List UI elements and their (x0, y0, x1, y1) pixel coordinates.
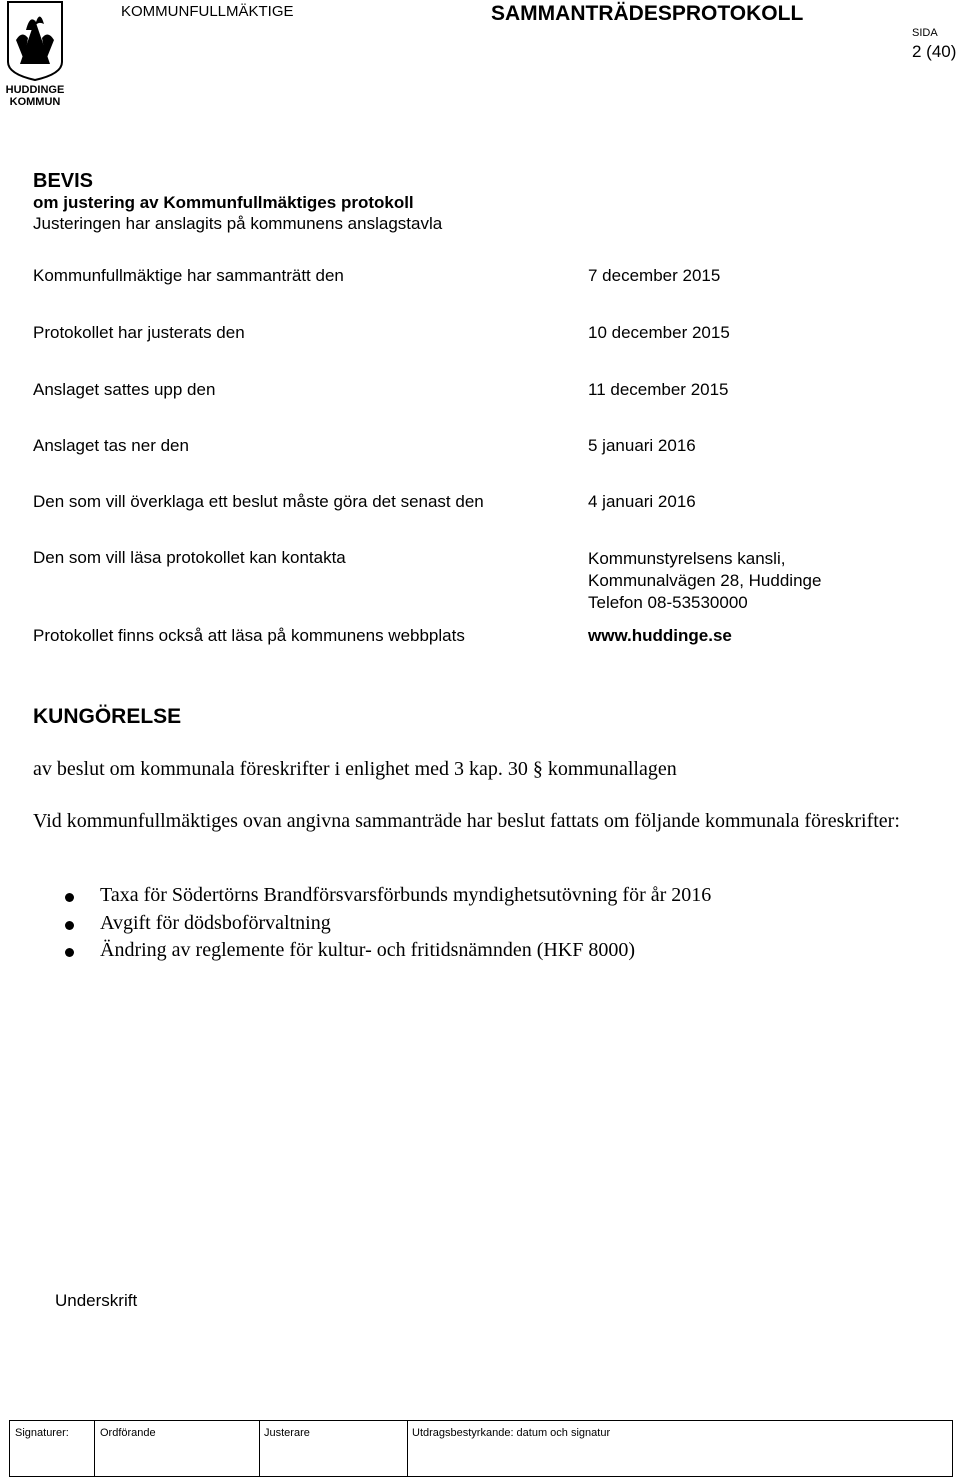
contact-block (588, 548, 821, 614)
bullet-icon (65, 893, 74, 902)
row-value-sammantratt: 7 december 2015 (588, 266, 721, 285)
contact-label: Den som vill läsa protokollet kan kontakta (33, 548, 346, 567)
footer-divider (407, 1421, 408, 1476)
footer-divider (259, 1421, 260, 1476)
row-label-overklaga: Den som vill överklaga ett beslut måste göra det senast den (33, 492, 484, 511)
row-label-anslag-upp: Anslaget sattes upp den (33, 380, 216, 399)
bullet-icon (65, 948, 74, 957)
contact-line-address: Kommunalvägen 28, Huddinge (588, 571, 822, 590)
regulation-list (0, 884, 711, 967)
doc-title: SAMMANTRÄDESPROTOKOLL (491, 2, 804, 25)
signature-footer (9, 1420, 953, 1477)
kungorelse-intro: Vid kommunfullmäktiges ovan angivna sammanträde har beslut fattats om följande kommunala föreskrifter: (33, 810, 900, 832)
list-item (0, 912, 711, 940)
bevis-subtitle: om justering av Kommunfullmäktiges protokoll (33, 193, 414, 212)
row-value-overklaga: 4 januari 2016 (588, 492, 696, 511)
row-label-justerats: Protokollet har justerats den (33, 323, 245, 342)
huddinge-coat-of-arms-icon (0, 0, 70, 108)
page-number: 2 (40) (912, 42, 957, 61)
contact-line-phone: Telefon 08-53530000 (588, 593, 748, 612)
footer-utdrag: Utdragsbestyrkande: datum och signatur (412, 1427, 611, 1439)
logo-text-line1: HUDDINGE (5, 84, 65, 96)
logo-text-line2: KOMMUN (9, 96, 61, 108)
row-label-sammantratt: Kommunfullmäktige har sammanträtt den (33, 266, 344, 285)
footer-justerare: Justerare (264, 1427, 310, 1439)
list-item-text: Ändring av reglemente för kultur- och fritidsnämnden (HKF 8000) (100, 939, 636, 961)
list-item-text: Avgift för dödsboförvaltning (100, 911, 331, 934)
page-label: SIDA (912, 27, 938, 39)
kungorelse-title: KUNGÖRELSE (33, 705, 182, 728)
contact-line-office: Kommunstyrelsens kansli, (588, 549, 786, 568)
bullet-icon (65, 921, 74, 930)
row-value-justerats: 10 december 2015 (588, 323, 730, 342)
row-label-anslag-ner: Anslaget tas ner den (33, 436, 189, 455)
signature-label: Underskrift (55, 1291, 138, 1310)
kungorelse-subtitle: av beslut om kommunala föreskrifter i enlighet med 3 kap. 30 § kommunallagen (33, 758, 677, 780)
web-link[interactable]: www.huddinge.se (588, 626, 732, 645)
web-label: Protokollet finns också att läsa på kommunens webbplats (33, 626, 465, 645)
row-value-anslag-upp: 11 december 2015 (588, 380, 729, 399)
bevis-title: BEVIS (33, 170, 94, 192)
list-item-text: Taxa för Södertörns Brandförsvarsförbunds myndighetsutövning för år 2016 (100, 884, 712, 906)
list-item (0, 939, 711, 967)
org-name: KOMMUNFULLMÄKTIGE (121, 3, 294, 20)
bevis-note: Justeringen har anslagits på kommunens anslagstavla (33, 214, 443, 233)
footer-divider (94, 1421, 95, 1476)
footer-ordforande: Ordförande (100, 1427, 156, 1439)
row-value-anslag-ner: 5 januari 2016 (588, 436, 696, 455)
footer-signaturer: Signaturer: (15, 1427, 69, 1439)
huddinge-logo (0, 0, 70, 108)
list-item (0, 884, 711, 912)
